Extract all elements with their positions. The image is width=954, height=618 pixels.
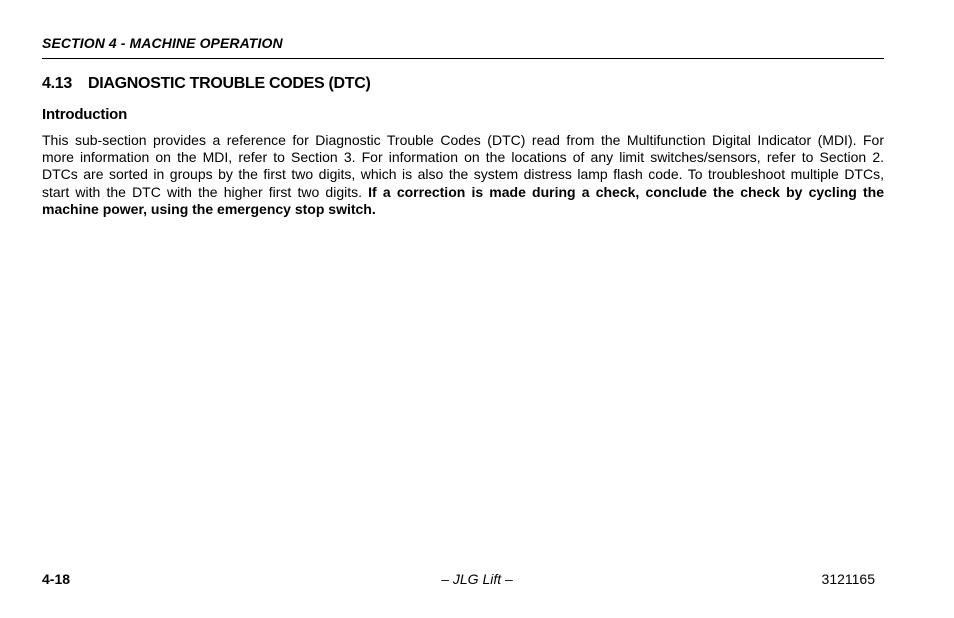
header-divider	[42, 58, 884, 59]
footer-page-number: 4-18	[42, 571, 71, 587]
body-paragraph	[42, 132, 884, 218]
body-line-1: This sub-section provides a reference for Diagnostic Trouble Codes (DTC) read from the Multifunction Digital Indicator (MDI). For	[42, 132, 884, 148]
body-line-2: more information on the MDI, refer to Section 3. For information on the locations of any limit switches/sensors, refer to Section 2.	[42, 149, 884, 166]
body-line-4-bold-text: If a correction is made during a check, conclude the check by cycling the	[368, 183, 884, 200]
running-header-title: SECTION 4 - MACHINE OPERATION	[42, 35, 283, 51]
body-line-5: machine power, using the emergency stop switch.	[42, 200, 376, 217]
section-heading	[42, 75, 371, 93]
subsection-heading: Introduction	[42, 106, 128, 123]
footer-document-number: 3121165	[821, 571, 875, 587]
body-line-3: DTCs are sorted in groups by the first two digits, which is also the system distress lamp flash code. To troubleshoot multiple DTCs,	[42, 166, 884, 183]
body-line-4	[42, 184, 884, 201]
footer-center-text: – JLG Lift –	[441, 571, 513, 587]
section-number: 4.13	[42, 75, 72, 92]
body-line-4-text: start with the DTC with the higher first two digits.	[42, 183, 369, 200]
section-title: DIAGNOSTIC TROUBLE CODES (DTC)	[88, 75, 371, 92]
